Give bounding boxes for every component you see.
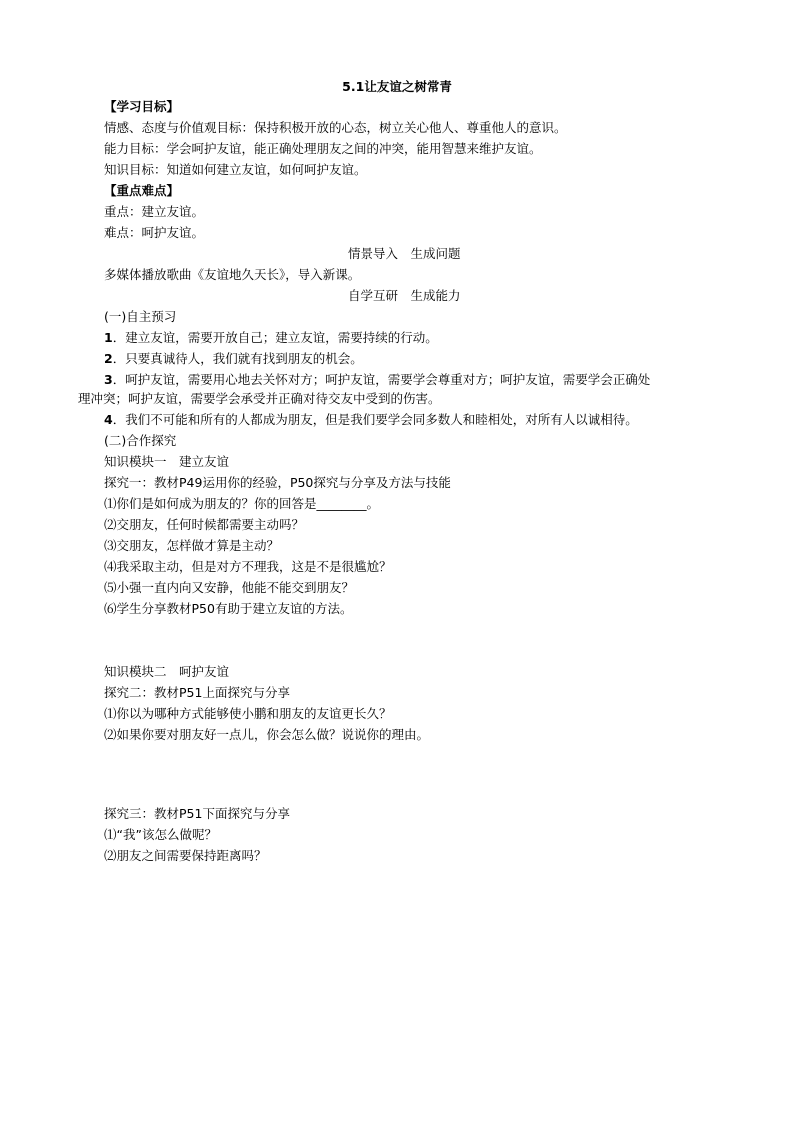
intro-text: 多媒体播放歌曲《友谊地久天长》，导入新课。	[104, 267, 361, 282]
question-3: ⑶交朋友，怎样做才算是主动？	[104, 538, 280, 553]
question-2: ⑵交朋友，任何时候都需要主动吗？	[104, 517, 305, 532]
document-title: 5.1让友谊之树常青	[342, 79, 452, 94]
explore-1: 探究一：教材P49运用你的经验，P50探究与分享及方法与技能	[104, 475, 451, 490]
item-number: 3	[104, 372, 113, 387]
module-2-title: 知识模块二 呵护友谊	[104, 664, 230, 679]
self-study-sub: (一)自主预习	[104, 309, 177, 324]
item-text: ．我们不可能和所有的人都成为朋友，但是我们要学会同多数人和睦相处，对所有人以诚相待。	[112, 412, 638, 427]
module-1-title: 知识模块一 建立友谊	[104, 454, 230, 469]
goal-emotion: 情感、态度与价值观目标：保持积极开放的心态，树立关心他人、尊重他人的意识。	[104, 120, 567, 135]
question-1: ⑴你们是如何成为朋友的？你的回答是________。	[104, 496, 380, 511]
preview-item-2	[104, 351, 363, 367]
key-point: 重点：建立友谊。	[104, 204, 205, 219]
question-5: ⑸小强一直内向又安静，他能不能交到朋友？	[104, 580, 355, 595]
explore-3-question-2: ⑵朋友之间需要保持距离吗？	[104, 848, 267, 863]
explore-2-question-1: ⑴你以为哪种方式能够使小鹏和朋友的友谊更长久？	[104, 706, 392, 721]
goal-ability: 能力目标：学会呵护友谊，能正确处理朋友之间的冲突，能用智慧来维护友谊。	[104, 141, 542, 156]
key-points-heading: 【重点难点】	[104, 183, 180, 198]
item-number: 2	[104, 351, 113, 366]
preview-item-1	[104, 330, 438, 346]
difficult-point: 难点：呵护友谊。	[104, 225, 205, 240]
question-4: ⑷我采取主动，但是对方不理我，这是不是很尴尬？	[104, 559, 392, 574]
preview-item-4	[104, 412, 638, 428]
question-6: ⑹学生分享教材P50有助于建立友谊的方法。	[104, 601, 353, 616]
item-text: ．呵护友谊，需要用心地去关怀对方；呵护友谊，需要学会尊重对方；呵护友谊，需要学会正确处	[112, 372, 651, 387]
explore-2: 探究二：教材P51上面探究与分享	[104, 685, 290, 700]
item-text: ．只要真诚待人，我们就有找到朋友的机会。	[112, 351, 363, 366]
explore-2-question-2: ⑵如果你要对朋友好一点儿，你会怎么做？说说你的理由。	[104, 727, 430, 742]
goal-knowledge: 知识目标：知道如何建立友谊，如何呵护友谊。	[104, 162, 367, 177]
item-number: 1	[104, 330, 113, 345]
explore-3-question-1: ⑴“我”该怎么做呢？	[104, 827, 217, 842]
intro-heading: 情景导入 生成问题	[348, 246, 461, 261]
explore-3: 探究三：教材P51下面探究与分享	[104, 806, 290, 821]
item-number: 4	[104, 412, 113, 427]
goals-heading: 【学习目标】	[104, 99, 180, 114]
preview-item-3	[104, 372, 650, 388]
cooperate-heading: (二)合作探究	[104, 433, 177, 448]
preview-item-3-cont: 理冲突；呵护友谊，需要学会承受并正确对待交友中受到的伤害。	[78, 391, 441, 406]
item-text: ．建立友谊，需要开放自己；建立友谊，需要持续的行动。	[112, 330, 438, 345]
self-study-heading: 自学互研 生成能力	[348, 288, 461, 303]
